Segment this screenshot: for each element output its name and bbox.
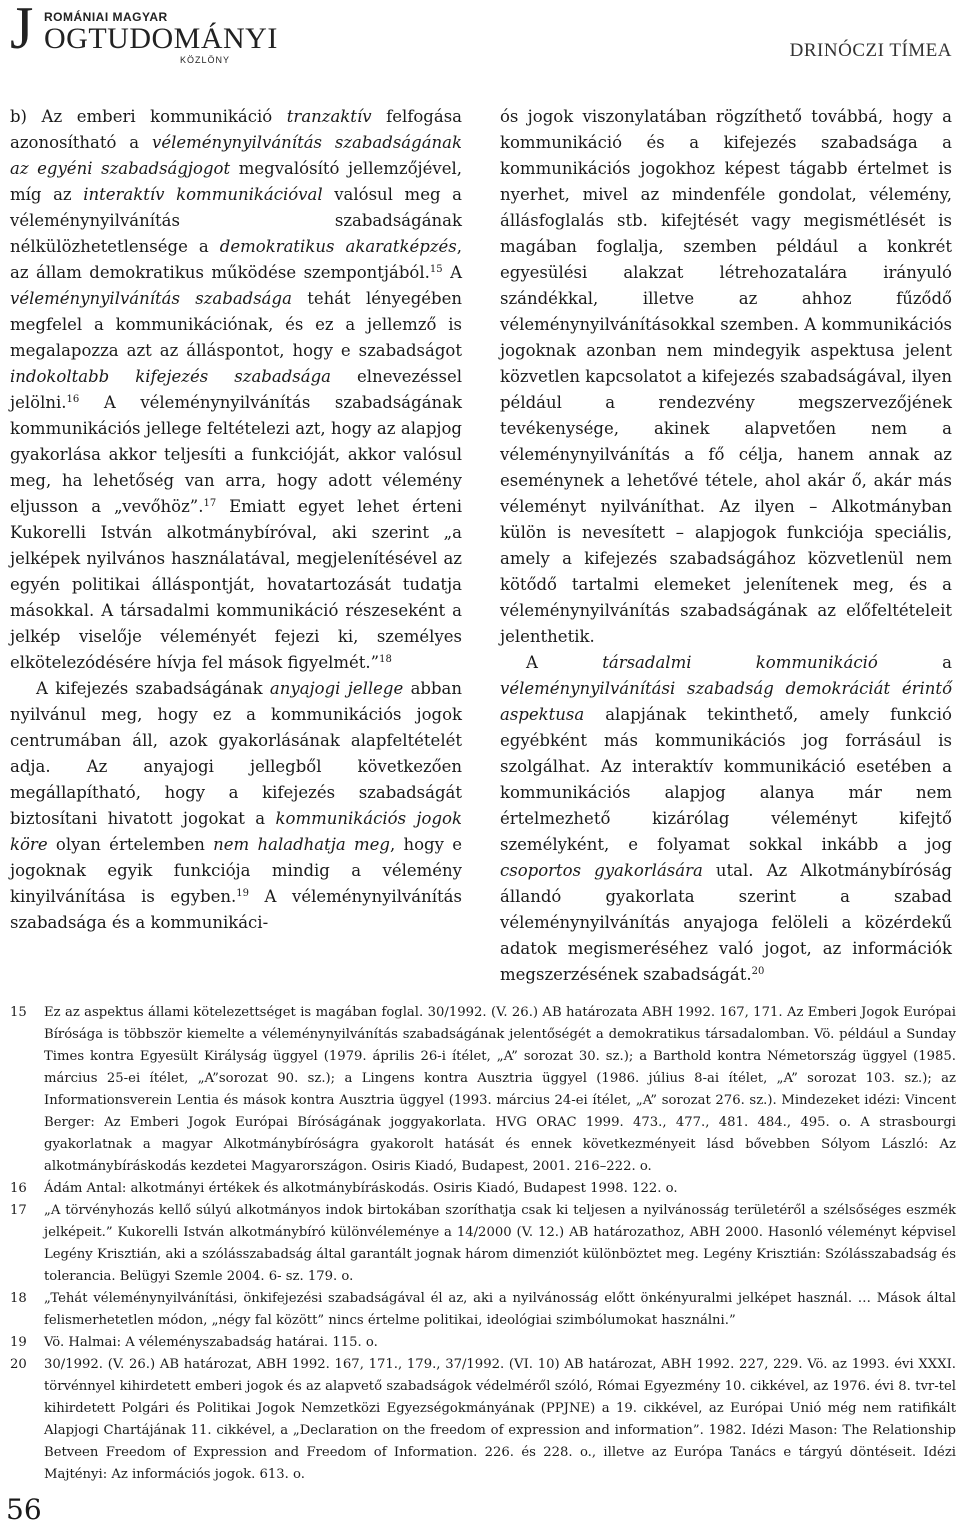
right-paragraph-2 [500,650,952,988]
footnote-number: 19 [10,1335,27,1350]
footnote [10,1354,956,1486]
footnote-text: „A törvényhozás kellő súlyú alkotmányos indok birtokában szoríthatja csak ki teljesen a nyilvánosság területéről a szélsőséges eszmék jelképeit.” Kukorelli István alkotmánybíró különvéleménye a 14/2000 (V. 12.) AB határozathoz, ABH 2000. Hasonló véleményt képvisel Legény Krisztián, aki a szólásszabadság által garantált jognak három dimenziót különböztet meg. Legény Krisztián: Szólásszabadság és tolerancia. Belügyi Szemle 2004. 6- sz. 179. o. [44,1203,956,1284]
footnote-number: 15 [10,1005,27,1020]
emphasis-text: nem haladhatja meg [213,835,390,854]
logo-initial: J [10,0,34,61]
footnote-text: Ez az aspektus állami kötelezettséget is magában foglal. 30/1992. (V. 26.) AB határozata ABH 1992. 167, 171. Az Emberi Jogok Európai Bírósága is többször kiemelte a véleménynyilvánítás szabadságának jelentőségét a demokratikus társadalomban. Vö. például a Sunday Times kontra Egyesült Királyság üggyel (1979. április 26-i ítélet, „A” sorozat 30. sz.); a Barthold kontra Németország üggyel (1985. március 25-ei ítélet, „A”sorozat 90. sz.); a Lingens kontra Ausztria üggyel (1986. július 8-ai ítélet, „A” sorozat 103. sz.); az Informationsverein Lentia és mások kontra Ausztria üggyel (1993. március 24-ei ítélet, „A” sorozat 276. sz.). Mindezeket idézi: Vincent Berger: Az Emberi Jogok Európai Bíróságának joggyakorlata. HVG ORAC 1999. 473., 477., 481. 484., 495. o. A strasbourgi gyakorlatnak a magyar Alkotmánybíróságra gyakorolt hatását és ennek következményeit lásd bővebben Sólyom László: Az alkotmánybíráskodás kezdetei Magyarországon. Osiris Kiadó, Budapest, 2001. 216–222. o. [44,1005,956,1174]
body-text: A [442,263,462,282]
footnote [10,1200,956,1288]
emphasis-text: véleménynyilvánítás szabadsága [10,289,292,308]
emphasis-text: tranzaktív [286,107,372,126]
right-column [500,104,952,988]
left-paragraph-2 [10,676,462,936]
footnote-ref: 20 [751,966,765,977]
emphasis-text: anyajogi jellege [269,679,404,698]
body-text: valósul meg a véleménynyilvánítás szabadságának nélkülözhetetlensége a [10,185,462,256]
body-text: utal. Az Alkotmánybíróság állandó gyakorlata szerint a szabad véleménynyilvánítás anyajoga felöleli a közérdekű adatok megismeréséhez való jogot, az információk megszerzésének szabadságát. [500,861,952,984]
body-text: abban nyilvánul meg, hogy ez a kommunikációs jogok centrumában áll, azok gyakorlásának alapfeltételét adja. Az anyajogi jellegből következően megállapítható, hogy a kifejezés szabadságát biztosítani hivatott jogokat a [10,679,462,828]
author-name: DRINÓCZI TÍMEA [789,40,952,61]
body-text: A kifejezés szabadságának [36,679,270,698]
emphasis-text: csoportos gyakorlására [500,861,703,880]
emphasis-text: véleménynyilvánítási szabadság demokráciát érintő aspektusa [500,679,952,724]
body-text: megvalósító jellemzőjével, míg az [10,159,463,204]
footnote-text: Ádám Antal: alkotmányi értékek és alkotmánybíráskodás. Osiris Kiadó, Budapest 1998. 122. o. [44,1181,678,1196]
footnote-number: 20 [10,1357,27,1372]
body-text: b) Az emberi kommunikáció [10,107,287,126]
footnote [10,1178,956,1200]
footnote-text: „Tehát véleménynyilvánítási, önkifejezési szabadságával él az, aki a nyilvánosság előtt önkényuralmi jelképet használ. … Mások által felismerhetetlen módon, „négy fal között” nincs értelme politikai, ideológiai szimbólumokat használni.” [44,1291,956,1328]
body-text: felfogása azonosítható a [10,107,462,152]
page-number: 56 [6,1493,42,1526]
footnote-ref: 17 [203,498,217,509]
logo-main-line: OGTUDOMÁNYI [44,22,278,55]
emphasis-text: kommunikációs jogok köre [10,809,462,854]
footnote [10,1288,956,1332]
journal-logo [10,0,278,66]
emphasis-text: társadalmi kommunikáció [602,653,878,672]
right-paragraph-1 [500,104,952,650]
footnote-ref: 15 [429,264,443,275]
logo-top-line: ROMÁNIAI MAGYAR [44,10,168,24]
footnote [10,1002,956,1178]
footnote-ref: 18 [379,654,392,665]
body-text: , hogy e jogoknak egyik funkciója mindig a vélemény kinyilvánítása is egyben. [10,835,462,906]
body-text: , az állam demokratikus működése szempontjából. [10,237,463,282]
footnote-text: 30/1992. (V. 26.) AB határozat, ABH 1992. 167, 171., 179., 37/1992. (VI. 10) AB határozat, ABH 1992. 227, 229. Vö. az 1993. évi XXXI. törvénnyel kihirdetett emberi jogok és az alapvető szabadságok védelméről szóló, Római Egyezmény 10. cikkével, az 1976. évi 8. tvr-tel kihirdetett Polgári és Politikai Jogok Nemzetközi Egyezségokmányának (PPJNE) a 19. cikkével, az Európai Unió még nem ratifikált Alapjogi Chartájának 11. cikkével, a „Declaration on the freedom of expression and information”. 1982. Idézi Mason: The Relationship Betveen Freedom of Expression and Freedom of Information. 226. és 228. o., illetve az Európa Tanács e tárgyú döntéseit. Idézi Majtényi: Az információs jogok. 613. o. [44,1357,956,1482]
footnote-number: 16 [10,1181,27,1196]
emphasis-text: interaktív kommunikációval [83,185,323,204]
body-text: A véleménynyilvánítás szabadságának kommunikációs jellege feltételezi azt, hogy az alapjog gyakorlása akkor teljesíti a funkcióját, akkor valósul meg, ha lehetőség van arra, hogy adott vélemény eljusson a „vevőhöz”. [10,393,462,516]
body-text: tehát lényegében megfelel a kommunikációnak, és ez a jellemző is megalapozza azt az álláspontot, hogy e szabadságot [10,289,462,360]
body-text: A [526,653,603,672]
left-paragraph-1 [10,104,462,676]
body-text: alapjának tekinthető, amely funkció egyébként más kommunikációs jog forrásául is szolgálhat. Az interaktív kommunikáció esetében a kommunikációs alapjog alanya már nem értelmezhető kizárólag véleményt kifejtő személyként, e folyamat sokkal inkább a jog [500,705,952,854]
body-text: a [877,653,952,672]
body-text: olyan értelemben [47,835,214,854]
footnote-ref: 16 [66,394,80,405]
emphasis-text: véleménynyilvánítás szabadságának az egyéni szabadságjogot [10,133,462,178]
footnote-number: 18 [10,1291,27,1306]
left-column [10,104,462,936]
logo-sub-line: KÖZLÖNY [180,55,231,65]
body-text: A véleménynyilvánítás szabadsága és a kommunikáci- [10,887,462,932]
footnote-ref: 19 [236,888,250,899]
body-text: ós jogok viszonylatában rögzíthető továbbá, hogy a kommunikáció és a kifejezés szabadsága a kommunikációs jogokhoz képest tágabb értelmet is nyerhet, mivel az mindenféle gondolat, vélemény, állásfoglalás stb. kifejtését vagy megismétlését is magában foglalja, szemben például a konkrét egyesülési alakzat létrehozatalára irányuló szándékkal, illetve az ahhoz fűződő véleménynyilvánításokkal szemben. A kommunikációs jogoknak azonban nem mindegyik aspektusa jelent közvetlen kapcsolatot a kifejezés szabadságával, ilyen például a rendezvény megszervezőjének tevékenysége, akinek alapvetően nem a véleménynyilvánítás a fő célja, hanem annak az eseménynek a lehetővé tétele, ahol akár ő, akár más véleményt nyilváníthat. Az ilyen – Alkotmányban külön is nevesített – alapjogok funkciója speciális, amely a kifejezés szabadságához közvetlenül nem kötődő tartalmi elemeket jelenítenek meg, és a véleménynyilvánítás szabadságának az előfeltételeit jelenthetik. [500,107,952,646]
emphasis-text: demokratikus akaratképzés [219,237,457,256]
footnote [10,1332,956,1354]
body-text: elnevezéssel jelölni. [10,367,462,412]
footnotes [10,1002,956,1486]
body-text: Emiatt egyet lehet érteni Kukorelli István alkotmánybíróval, aki szerint „a jelképek nyilvános használatával, megjelenítésével az egyén politikai álláspontját, hovatartozását tudatja másokkal. A társadalmi kommunikáció részeseként a jelkép viselője véleményét fejezi ki, személyes elkötelezódésére hívja fel mások figyelmét.” [10,497,463,672]
footnote-number: 17 [10,1203,27,1218]
emphasis-text: indokoltabb kifejezés szabadsága [10,367,331,386]
footnote-text: Vö. Halmai: A véleményszabadság határai. 115. o. [44,1335,378,1350]
